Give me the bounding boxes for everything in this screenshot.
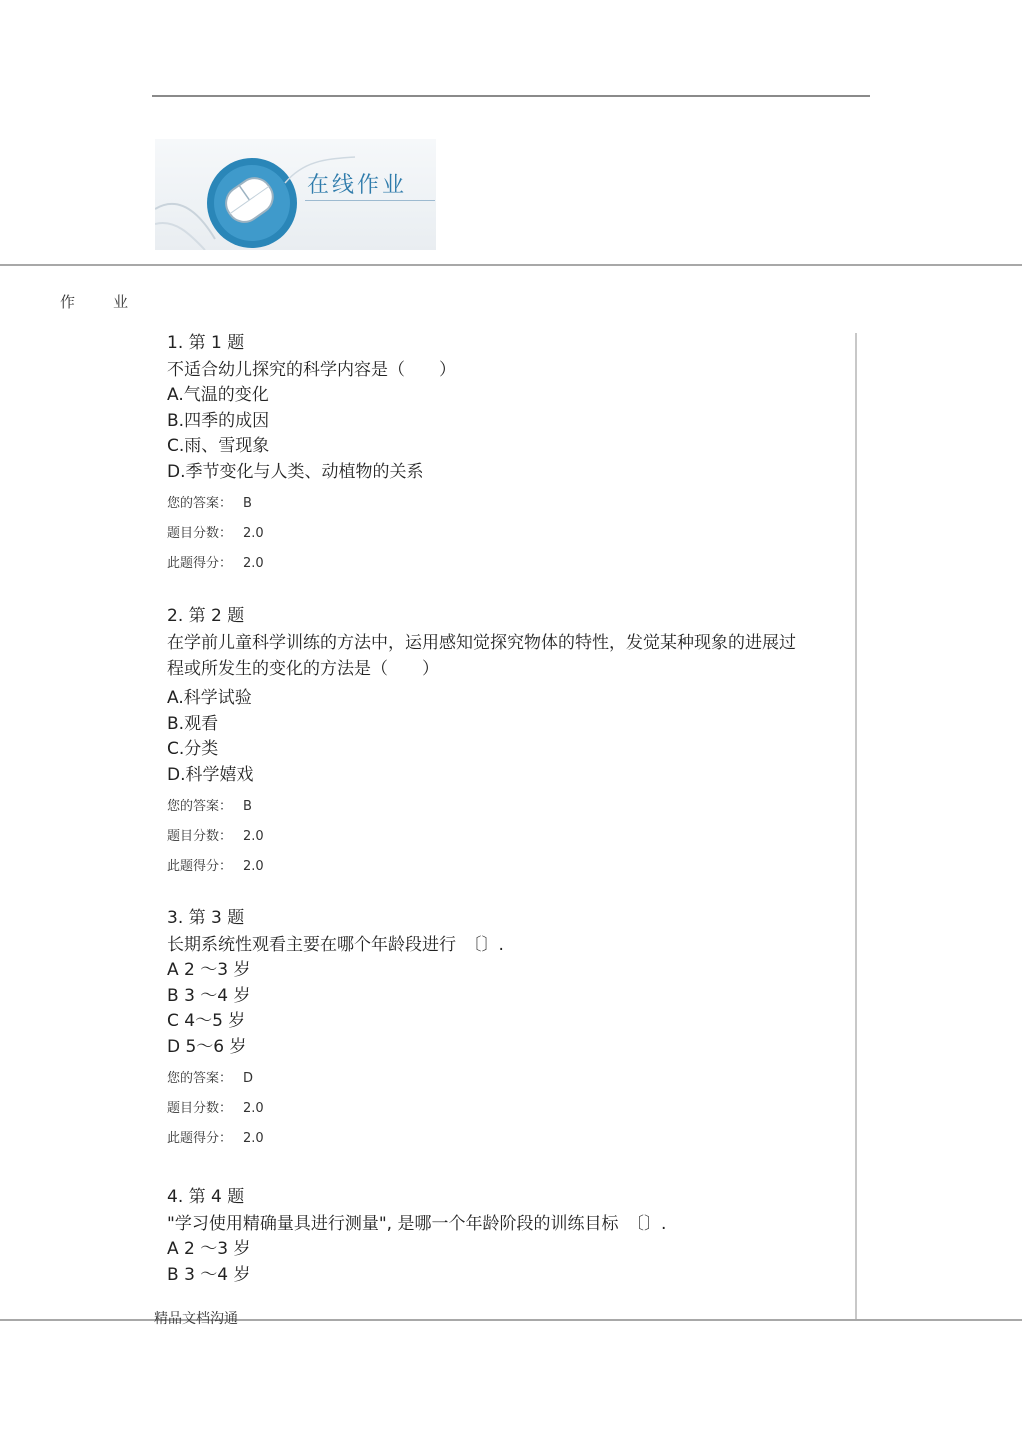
earned-score-row xyxy=(167,1124,827,1154)
question-score-row xyxy=(167,1094,827,1124)
your-answer-value: B xyxy=(243,799,252,814)
online-homework-banner xyxy=(155,139,436,250)
question-score-label: 题目分数： xyxy=(167,829,233,844)
question-text: 不适合幼儿探究的科学内容是（ ） xyxy=(167,360,456,380)
your-answer-label: 您的答案： xyxy=(167,799,233,814)
question-score-value: 2.0 xyxy=(243,829,264,844)
your-answer-row xyxy=(167,792,807,822)
question-1 xyxy=(167,331,827,579)
section-label: 作业 xyxy=(60,293,167,311)
question-score-label: 题目分数： xyxy=(167,526,233,541)
content-right-border xyxy=(855,333,857,1320)
earned-score-value: 2.0 xyxy=(243,1131,264,1146)
question-score-label: 题目分数： xyxy=(167,1101,233,1116)
question-text: 长期系统性观看主要在哪个年龄段进行 〔〕. xyxy=(167,935,504,955)
option-a: A 2 ～3 岁 xyxy=(167,960,251,980)
top-divider xyxy=(152,95,870,97)
question-score-row xyxy=(167,822,807,852)
question-heading: 4. 第 4 题 xyxy=(167,1187,245,1207)
earned-score-label: 此题得分： xyxy=(167,859,233,874)
option-b: B.观看 xyxy=(167,713,219,734)
option-a: A 2 ～3 岁 xyxy=(167,1239,251,1259)
option-d: D 5～6 岁 xyxy=(167,1036,247,1057)
question-score-row xyxy=(167,519,827,549)
your-answer-value: B xyxy=(243,496,252,511)
option-c: C.雨、雪现象 xyxy=(167,436,270,456)
option-d: D.季节变化与人类、动植物的关系 xyxy=(167,461,424,482)
your-answer-value: D xyxy=(243,1071,254,1086)
earned-score-row xyxy=(167,852,807,882)
question-text: 在学前儿童科学训练的方法中，运用感知觉探究物体的特性，发觉某种现象的进展过程或所发生的变化的方法是（ ） xyxy=(167,633,796,679)
option-a: A.气温的变化 xyxy=(167,385,269,405)
your-answer-label: 您的答案： xyxy=(167,1071,233,1086)
option-d: D.科学嬉戏 xyxy=(167,764,254,785)
your-answer-row xyxy=(167,489,827,519)
option-b: B.四季的成因 xyxy=(167,410,270,431)
your-answer-label: 您的答案： xyxy=(167,496,233,511)
banner-underline xyxy=(305,200,435,201)
option-b: B 3 ～4 岁 xyxy=(167,1264,251,1285)
question-heading: 2. 第 2 题 xyxy=(167,606,245,626)
earned-score-row xyxy=(167,549,827,579)
earned-score-label: 此题得分： xyxy=(167,1131,233,1146)
option-a: A.科学试验 xyxy=(167,688,252,708)
question-2 xyxy=(167,604,807,882)
banner-title: 在线作业 xyxy=(307,173,408,198)
question-score-value: 2.0 xyxy=(243,526,264,541)
question-text: "学习使用精确量具进行测量", 是哪一个年龄阶段的训练目标 〔〕. xyxy=(167,1214,667,1234)
footer-text: 精品文档沟通 xyxy=(154,1311,238,1327)
option-c: C.分类 xyxy=(167,739,219,759)
earned-score-value: 2.0 xyxy=(243,556,264,571)
option-c: C 4～5 岁 xyxy=(167,1011,246,1031)
earned-score-value: 2.0 xyxy=(243,859,264,874)
question-heading: 3. 第 3 题 xyxy=(167,908,245,928)
question-4 xyxy=(167,1185,827,1288)
question-score-value: 2.0 xyxy=(243,1101,264,1116)
section-divider xyxy=(0,264,1022,266)
earned-score-label: 此题得分： xyxy=(167,556,233,571)
question-3 xyxy=(167,906,827,1154)
your-answer-row xyxy=(167,1064,827,1094)
question-heading: 1. 第 1 题 xyxy=(167,333,245,353)
option-b: B 3 ～4 岁 xyxy=(167,985,251,1006)
